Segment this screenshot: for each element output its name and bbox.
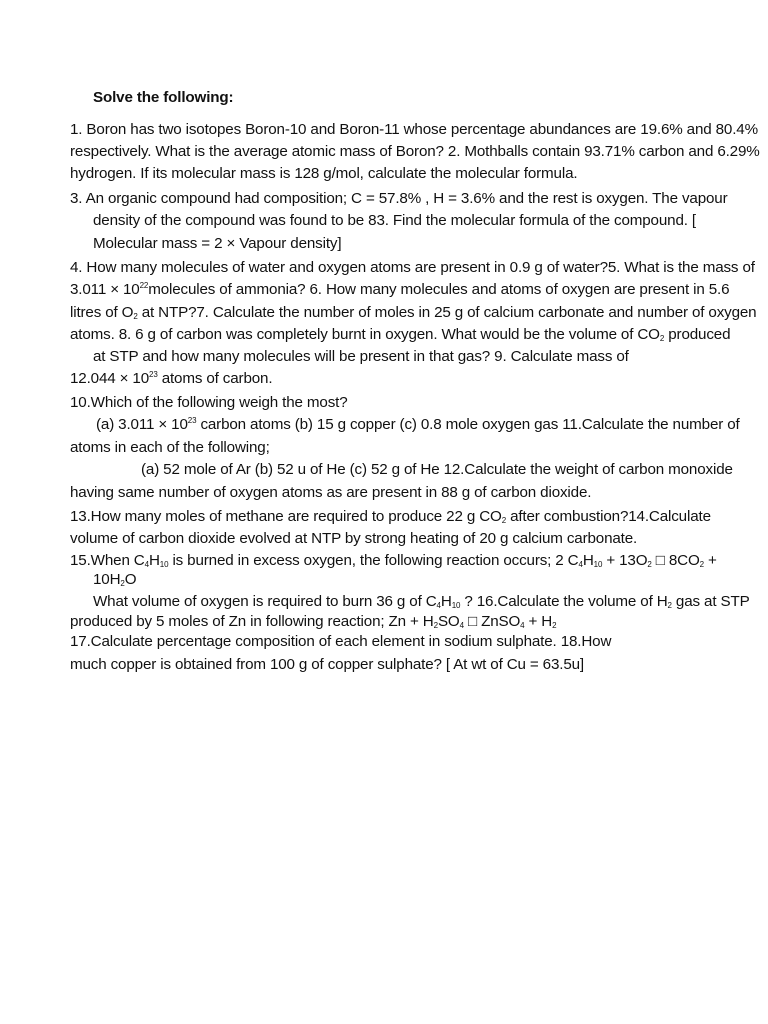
- text-line: 15.When $C_4H_{10}$ is burned in excess oxygen, the following reaction occurs; 2 $C_4H_{10} + 13O_2$ □ $8CO_2$ +: [70, 552, 717, 569]
- text-line: much copper is obtained from 100 g of copper sulphate? [ At wt of Cu = 63.5u]: [70, 656, 585, 673]
- text-line: respectively. What is the average atomic mass of Boron? 2. Mothballs contain 93.71% carbon and 6.29%: [70, 143, 760, 160]
- text-line: having same number of oxygen atoms as are present in 88 g of carbon dioxide.: [70, 484, 592, 501]
- text-line: produced by 5 moles of Zn in following reaction; $Zn + H_2SO_4$ □ ZnSO$_4$ + $H_2$: [70, 613, 557, 630]
- text-line: $12.044 \times 10^{23}$ atoms of carbon.: [70, 370, 273, 387]
- text-line: 10.Which of the following weigh the most?: [70, 394, 348, 411]
- text-line: (a) 52 mole of Ar (b) 52 u of He (c) 52 g of He 12.Calculate the weight of carbon monoxide: [141, 461, 733, 478]
- text-line: Molecular mass = 2 × Vapour density]: [93, 235, 342, 252]
- text-line: What volume of oxygen is required to burn 36 g of $C_4H_{10}$ ? 16.Calculate the volume of $H_2$ gas at STP: [93, 593, 750, 610]
- text-line: atoms. 8. 6 g of carbon was completely burnt in oxygen. What would be the volume of $CO_2$ produced: [70, 326, 731, 343]
- heading: Solve the following:: [93, 89, 234, 106]
- text-line: $3.011 \times 10^{22}molecules$ of ammonia? 6. How many molecules and atoms of oxygen are present in 5.6: [70, 281, 730, 298]
- text-line: atoms in each of the following;: [70, 439, 270, 456]
- text-line: (a) $3.011 \times 10^{23}$ carbon atoms (b) 15 g copper (c) 0.8 mole oxygen gas 11.Calculate the number of: [96, 416, 740, 433]
- text-line: hydrogen. If its molecular mass is 128 g/mol, calculate the molecular formula.: [70, 165, 578, 182]
- text-line: 13.How many moles of methane are required to produce 22 g $CO_2$ after combustion?14.Calculate: [70, 508, 711, 525]
- text-line: at STP and how many molecules will be present in that gas? 9. Calculate mass of: [93, 348, 629, 365]
- text-line: 1. Boron has two isotopes Boron-10 and Boron-11 whose percentage abundances are 19.6% and 80.4%: [70, 121, 758, 138]
- text-line: 17.Calculate percentage composition of each element in sodium sulphate. 18.How: [70, 633, 612, 650]
- text-line: 3. An organic compound had composition; C = 57.8% , H = 3.6% and the rest is oxygen. The vapour: [70, 190, 728, 207]
- text-line: density of the compound was found to be 83. Find the molecular formula of the compound. [: [93, 212, 696, 229]
- text-line: litres of $O_2$ at NTP?7. Calculate the number of moles in 25 g of calcium carbonate and number of oxygen: [70, 304, 757, 321]
- text-line: 4. How many molecules of water and oxygen atoms are present in 0.9 g of water?5. What is the mass of: [70, 259, 755, 276]
- text-line: volume of carbon dioxide evolved at NTP by strong heating of 20 g calcium carbonate.: [70, 530, 638, 547]
- text-line: $10H_2O$: [93, 571, 137, 588]
